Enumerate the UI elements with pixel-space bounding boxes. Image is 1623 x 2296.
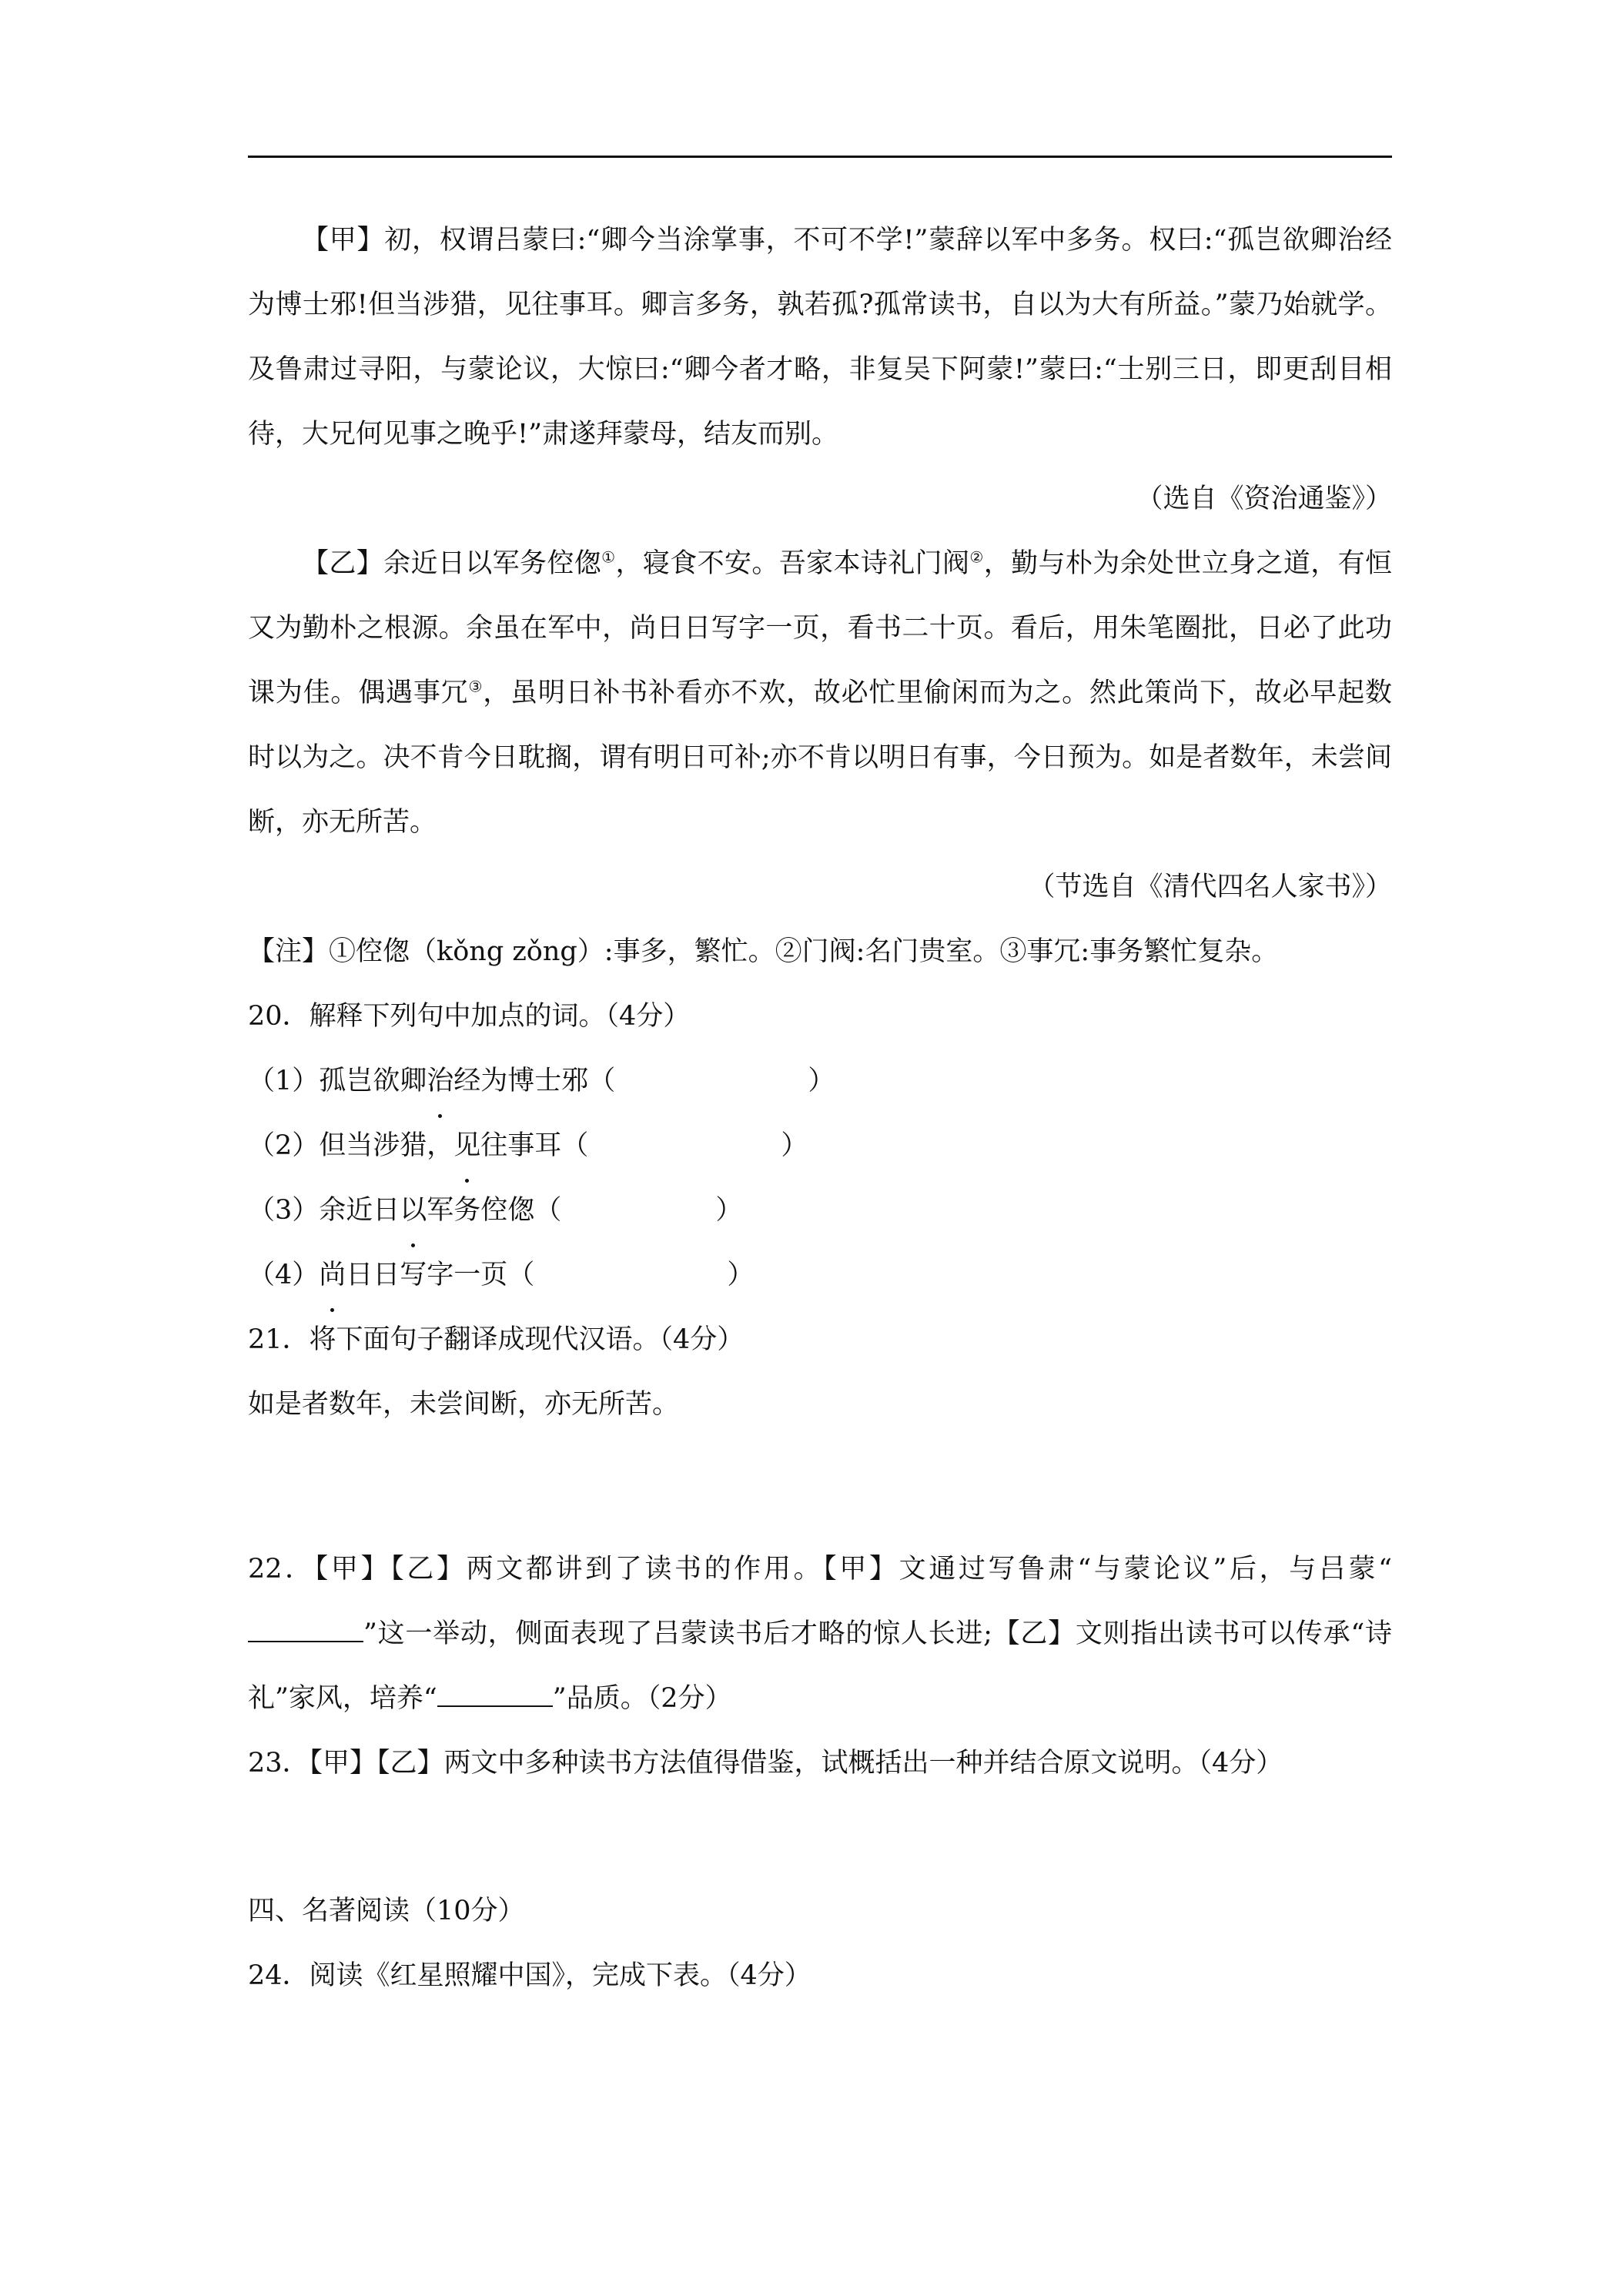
q20-1-pre: （1）孤岂欲卿 (248, 1066, 427, 1096)
question-23-stem: 23．【甲】【乙】两文中多种读书方法值得借鉴，试概括出一种并结合原文说明。（4分） (248, 1748, 1283, 1779)
question-20-stem: 20．解释下列句中加点的词。（4分） (248, 1001, 691, 1032)
q22-text-1: 22．【甲】【乙】两文都讲到了读书的作用。【甲】文通过写鲁肃“与蒙论议”后，与吕蒙“ (248, 1554, 1392, 1585)
passage-b-label: 【乙】 (302, 548, 384, 579)
q20-3-dotted-word: 以 (400, 1178, 427, 1243)
q20-4-post: 日日写字一页（ (346, 1260, 535, 1290)
q20-3-close: ） (715, 1195, 743, 1226)
q20-2-dotted-word: 见 (453, 1113, 480, 1178)
question-24-stem: 24．阅读《红星照耀中国》，完成下表。（4分） (248, 1960, 812, 1991)
q22-text-2: ”这一举动，侧面表现了吕蒙读书后才略的惊人长进;【乙】文则指出读书可以传承“诗礼”家风，培养“ (248, 1618, 1392, 1714)
passage-b-text-1: 余近日以军务倥偬 (383, 548, 602, 579)
answer-space-21[interactable] (248, 1437, 1392, 1537)
question-20-item-1 (248, 1049, 1392, 1113)
q20-4-dotted-word: 尚 (319, 1243, 346, 1307)
header-rule (248, 156, 1392, 158)
passage-b-source: （节选自《清代四名人家书》） (1028, 872, 1392, 902)
passage-a (248, 208, 1392, 467)
passage-a-source: （选自《资治通鉴》） (1136, 484, 1392, 514)
passage-b-text-3: ，勤与朴为余处世立身之道，有恒又为勤朴之根源。余虽在军中，尚日日写字一页，看书二十页。看后，用朱笔圈批，日必了此功课为佳。偶遇事冗 (248, 548, 1392, 708)
q20-2-pre: （2）但当涉猎， (248, 1130, 454, 1161)
q20-3-post: 军务倥偬（ (427, 1195, 562, 1226)
question-21-stem: 21．将下面句子翻译成现代汉语。（4分） (248, 1324, 745, 1355)
footnote-ref-1: ① (601, 547, 616, 567)
q20-1-dotted-word: 治 (427, 1049, 453, 1113)
q20-2-post: 往事耳（ (480, 1130, 589, 1161)
section-4-title: 四、名著阅读（10分） (248, 1896, 525, 1926)
passage-a-label: 【甲】 (302, 225, 385, 256)
question-20-item-4 (248, 1243, 1392, 1307)
passage-a-text: 初，权谓吕蒙曰:“卿今当涂掌事，不可不学!”蒙辞以军中多务。权曰:“孤岂欲卿治经为博士邪!但当涉猎，见往事耳。卿言多务，孰若孤?孤常读书，自以为大有所益。”蒙乃始就学。及鲁肃过寻阳，与蒙论议，大惊曰:“卿今者才略，非复吴下阿蒙!”蒙曰:“士别三日，即更刮目相待，大兄何见事之晚乎!”肃遂拜蒙母，结友而别。 (248, 225, 1392, 450)
q20-1-close: ） (808, 1066, 835, 1096)
answer-space-23[interactable] (248, 1796, 1392, 1879)
question-21-sentence: 如是者数年，未尝间断，亦无所苦。 (248, 1389, 680, 1420)
answer-blank-22-1[interactable] (248, 1618, 363, 1642)
question-22 (248, 1537, 1392, 1731)
passage-b-text-4: ，虽明日补书补看亦不欢，故必忙里偷闲而为之。然此策尚下，故必早起数时以为之。决不肯今日耽搁，谓有明日可补;亦不肯以明日有事，今日预为。如是者数年，未尝间断，亦无所苦。 (248, 678, 1392, 838)
question-20-item-3 (248, 1178, 1392, 1243)
q20-3-pre: （3）余近日 (248, 1195, 400, 1226)
footnote-ref-2: ② (969, 547, 984, 567)
footnote-ref-3: ③ (468, 677, 484, 696)
q20-4-pre: （4） (248, 1260, 320, 1290)
q22-text-3: ”品质。（2分） (552, 1683, 732, 1714)
answer-blank-22-2[interactable] (437, 1682, 553, 1707)
annotation-note: 【注】①倥偬（kǒng zǒng）:事多，繁忙。②门阀:名门贵室。③事冗:事务繁忙复杂。 (248, 936, 1279, 967)
q20-4-close: ） (727, 1260, 755, 1290)
passage-b (248, 531, 1392, 855)
q20-1-post: 经为博士邪（ (453, 1066, 616, 1096)
question-20-item-2 (248, 1113, 1392, 1178)
q20-2-close: ） (781, 1130, 808, 1161)
passage-b-text-2: ，寝食不安。吾家本诗礼门阀 (615, 548, 970, 579)
exam-page (248, 208, 1392, 2008)
